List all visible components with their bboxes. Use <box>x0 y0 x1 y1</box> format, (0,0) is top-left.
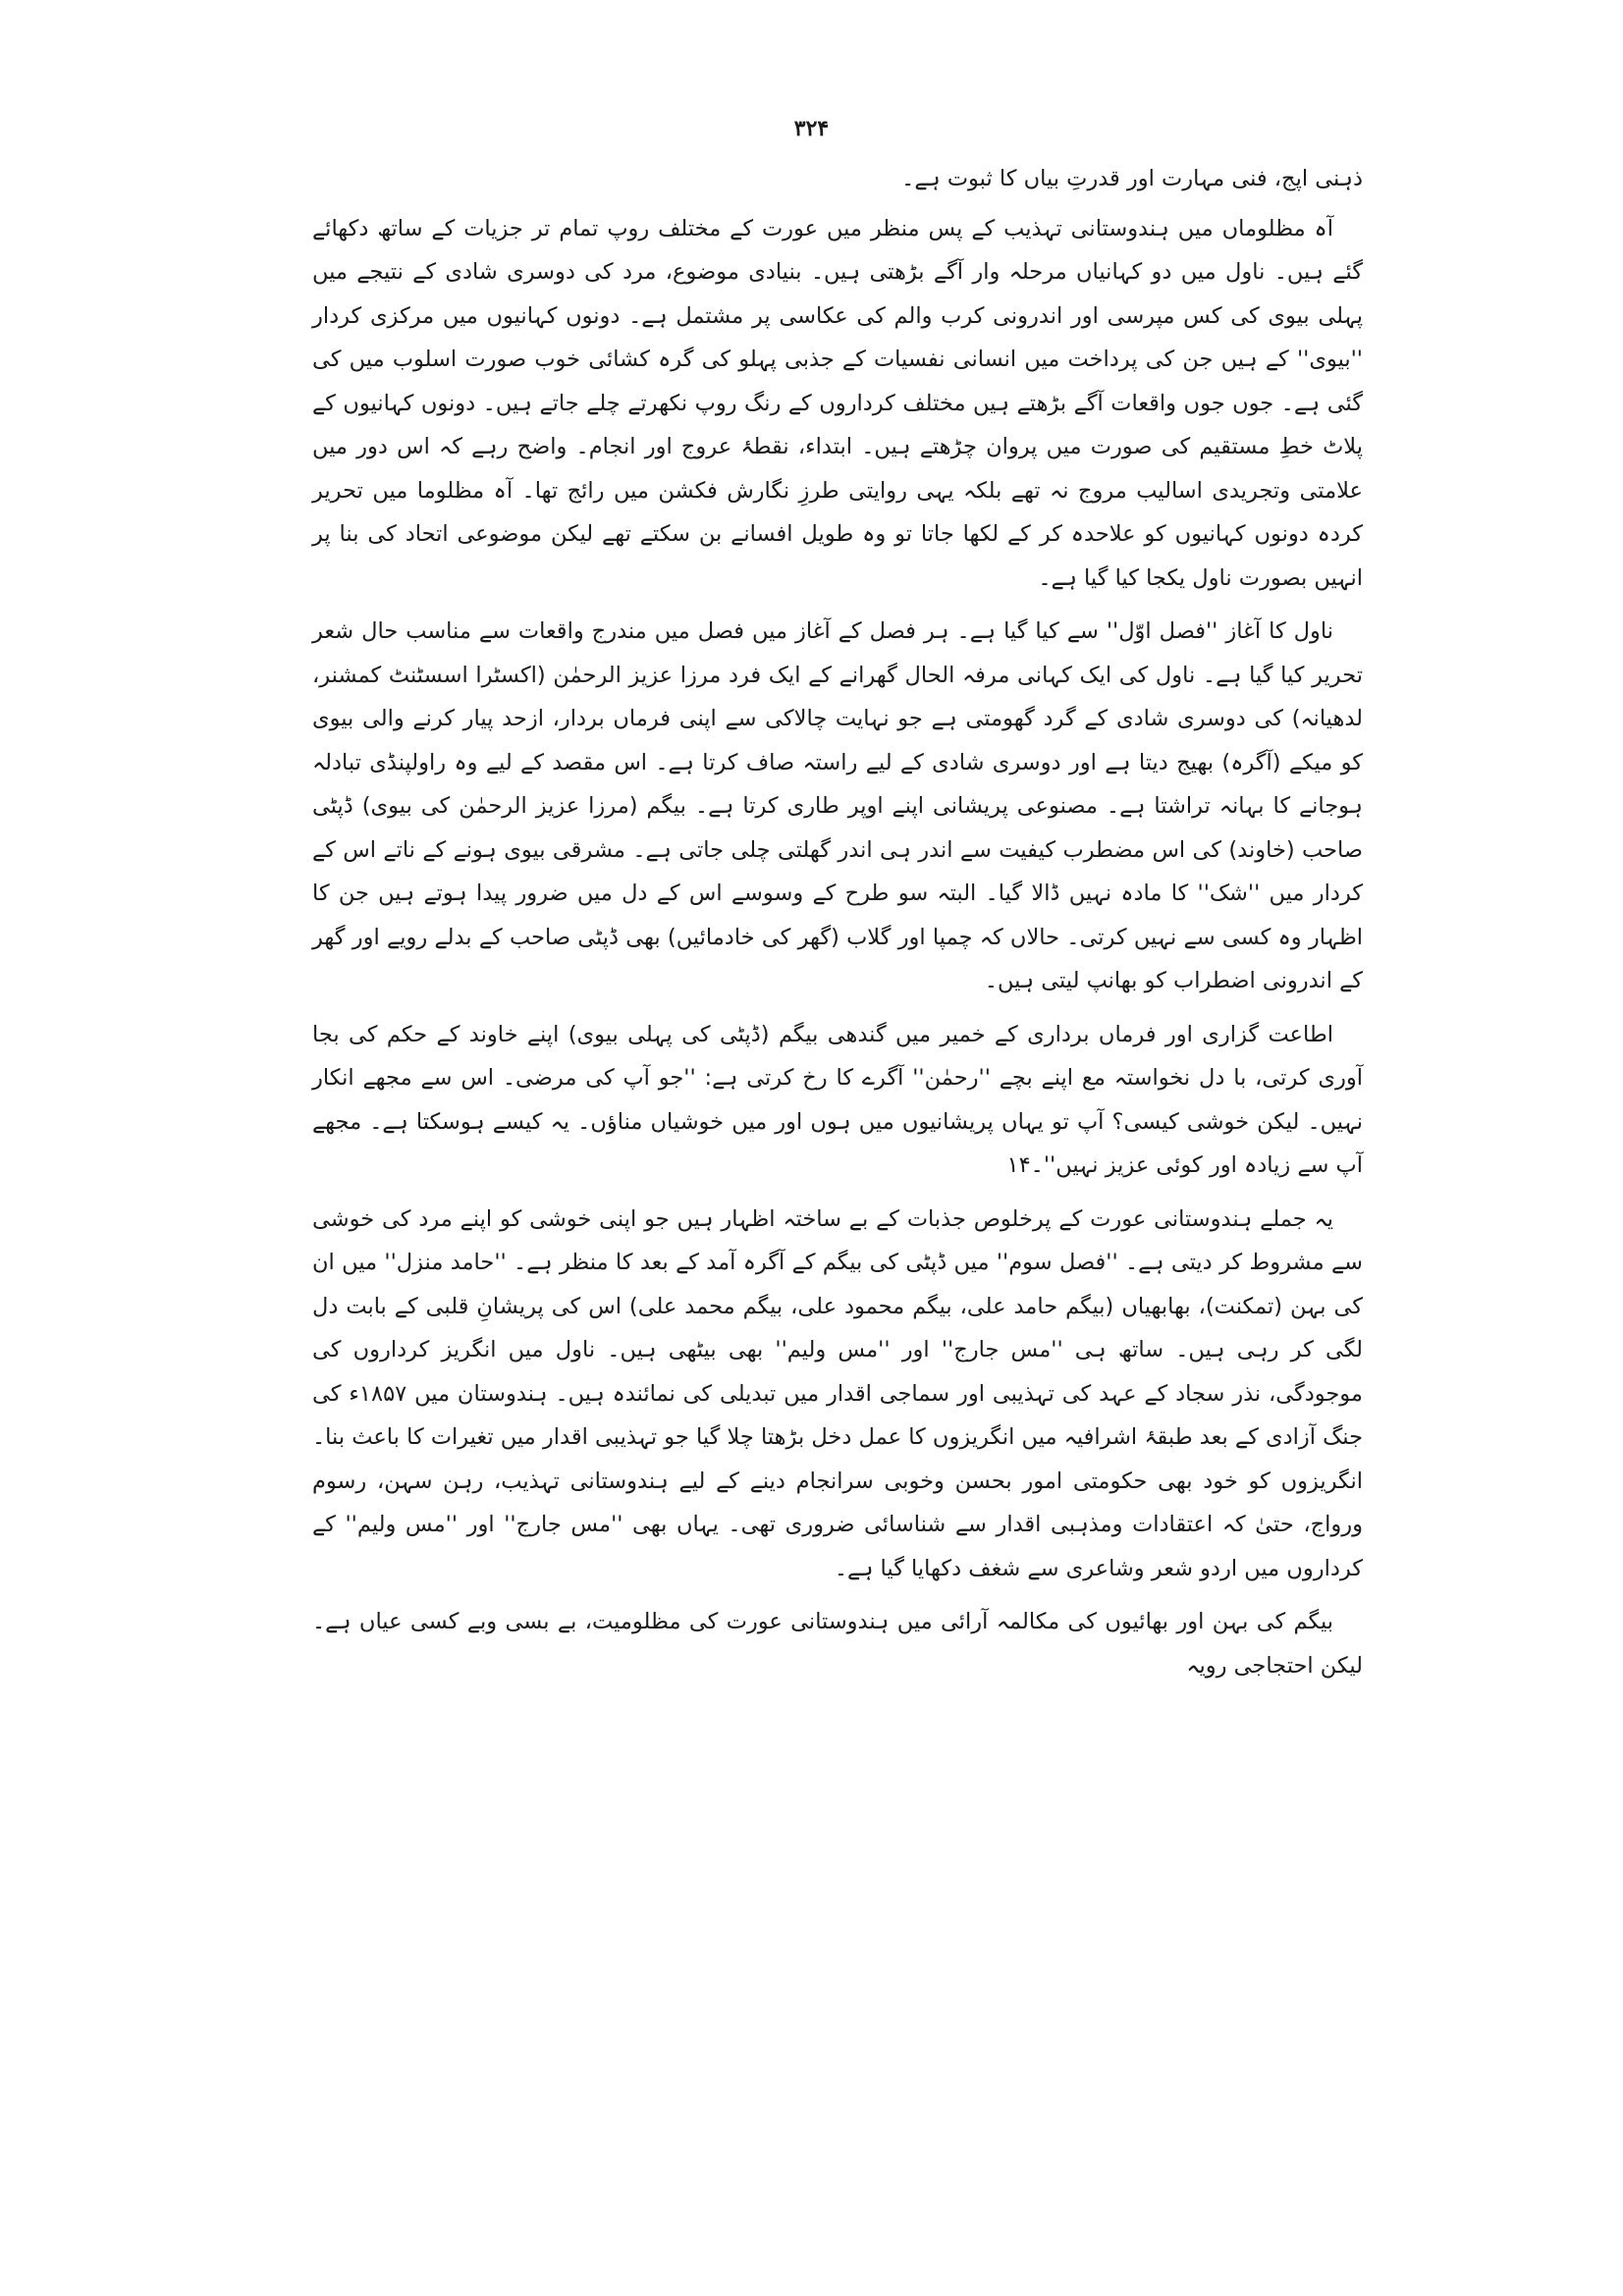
document-body <box>312 157 1363 1697</box>
paragraph-continuation: ذہنی اپج، فنی مہارت اور قدرتِ بیاں کا ثبوت ہے۔ <box>901 166 1363 191</box>
paragraph: اطاعت گزاری اور فرماں برداری کے خمیر میں گندھی بیگم (ڈپٹی کی پہلی بیوی) اپنے خاوند کے حکم کی بجا آوری کرتی، با دل نخواستہ مع اپنے بچے ''رحمٰن'' آگرے کا رخ کرتی ہے: ''جو آپ کی مرضی۔ اس سے مجھے انکار نہیں۔ لیکن خوشی کیسی؟ آپ تو یہاں پریشانیوں میں ہوں اور میں خوشیاں مناؤں۔ یہ کیسے ہوسکتا ہے۔ مجھے آپ سے زیادہ اور کوئی عزیز نہیں''۔۱۴ <box>312 1021 1363 1178</box>
paragraph: یہ جملے ہندوستانی عورت کے پرخلوص جذبات کے بے ساختہ اظہار ہیں جو اپنی خوشی کو اپنے مرد کی خوشی سے مشروط کر دیتی ہے۔ ''فصل سوم'' میں ڈپٹی کی بیگم کے آگرہ آمد کے بعد کا منظر ہے۔ ''حامد منزل'' میں ان کی بہن (تمکنت)، بھابھیاں (بیگم حامد علی، بیگم محمود علی، بیگم محمد علی) اس کی پریشانِ قلبی کے بابت دل لگی کر رہی ہیں۔ ساتھ ہی ''مس جارج'' اور ''مس ولیم'' بھی بیٹھی ہیں۔ ناول میں انگریز کرداروں کی موجودگی، نذر سجاد کے عہد کی تہذیبی اور سماجی اقدار میں تبدیلی کی نمائندہ ہیں۔ ہندوستان میں ۱۸۵۷ء کی جنگ آزادی کے بعد طبقۂ اشرافیہ میں انگریزوں کا عمل دخل بڑھتا چلا گیا جو تہذیبی اقدار میں تغیرات کا باعث بنا۔ انگریزوں کو خود بھی حکومتی امور بحسن وخوبی سرانجام دینے کے لیے ہندوستانی تہذیب، رہن سہن، رسوم ورواج، حتیٰ کہ اعتقادات ومذہبی اقدار سے شناسائی ضروری تھی۔ یہاں بھی ''مس جارج'' اور ''مس ولیم'' کے کرداروں میں اردو شعر وشاعری سے شغف دکھایا گیا ہے۔ <box>312 1205 1363 1581</box>
paragraph: ناول کا آغاز ''فصل اوّل'' سے کیا گیا ہے۔ ہر فصل کے آغاز میں فصل میں مندرج واقعات سے مناسب حال شعر تحریر کیا گیا ہے۔ ناول کی ایک کہانی مرفہ الحال گھرانے کے ایک فرد مرزا عزیز الرحمٰن (اکسٹرا اسسٹنٹ کمشنر، لدھیانہ) کی دوسری شادی کے گرد گھومتی ہے جو نہایت چالاکی سے اپنی فرماں بردار، ازحد پیار کرنے والی بیوی کو میکے (آگرہ) بھیج دیتا ہے اور دوسری شادی کے لیے راستہ صاف کرتا ہے۔ اس مقصد کے لیے وہ راولپنڈی تبادلہ ہوجانے کا بہانہ تراشتا ہے۔ مصنوعی پریشانی اپنے اوپر طاری کرتا ہے۔ بیگم (مرزا عزیز الرحمٰن کی بیوی) ڈپٹی صاحب (خاوند) کی اس مضطرب کیفیت سے اندر ہی اندر گھلتی چلی جاتی ہے۔ مشرقی بیوی ہونے کے ناتے اس کے کردار میں ''شک'' کا مادہ نہیں ڈالا گیا۔ البتہ سو طرح کے وسوسے اس کے دل میں ضرور پیدا ہوتے ہیں جن کا اظہار وہ کسی سے نہیں کرتی۔ حالاں کہ چمپا اور گلاب (گھر کی خادمائیں) بھی ڈپٹی صاحب کے بدلے رویے اور گھر کے اندرونی اضطراب کو بھانپ لیتی ہیں۔ <box>312 618 1363 993</box>
page-number: ۳۲۴ <box>793 116 830 141</box>
paragraph-partial: بیگم کی بہن اور بھائیوں کی مکالمہ آرائی میں ہندوستانی عورت کی مظلومیت، بے بسی وبے کسی عیاں ہے۔ لیکن احتجاجی رویہ <box>312 1609 1363 1679</box>
paragraph: آہ مظلوماں میں ہندوستانی تہذیب کے پس منظر میں عورت کے مختلف روپ تمام تر جزیات کے ساتھ دکھائے گئے ہیں۔ ناول میں دو کہانیاں مرحلہ وار آگے بڑھتی ہیں۔ بنیادی موضوع، مرد کی دوسری شادی کے نتیجے میں پہلی بیوی کی کس مپرسی اور اندرونی کرب والم کی عکاسی پر مشتمل ہے۔ دونوں کہانیوں میں مرکزی کردار ''بیوی'' کے ہیں جن کی پرداخت میں انسانی نفسیات کے جذبی پہلو کی گرہ کشائی خوب صورت اسلوب میں کی گئی ہے۔ جوں جوں واقعات آگے بڑھتے ہیں مختلف کرداروں کے رنگ روپ نکھرتے چلے جاتے ہیں۔ دونوں کہانیوں کے پلاٹ خطِ مستقیم کی صورت میں پروان چڑھتے ہیں۔ ابتداء، نقطۂ عروج اور انجام۔ واضح رہے کہ اس دور میں علامتی وتجریدی اسالیب مروج نہ تھے بلکہ یہی روایتی طرزِ نگارش فکشن میں رائج تھا۔ آہ مظلوما میں تحریر کردہ دونوں کہانیوں کو علاحدہ کر کے لکھا جاتا تو وہ طویل افسانے بن سکتے تھے لیکن موضوعی اتحاد کی بنا پر انہیں بصورت ناول یکجا کیا گیا ہے۔ <box>312 215 1363 591</box>
